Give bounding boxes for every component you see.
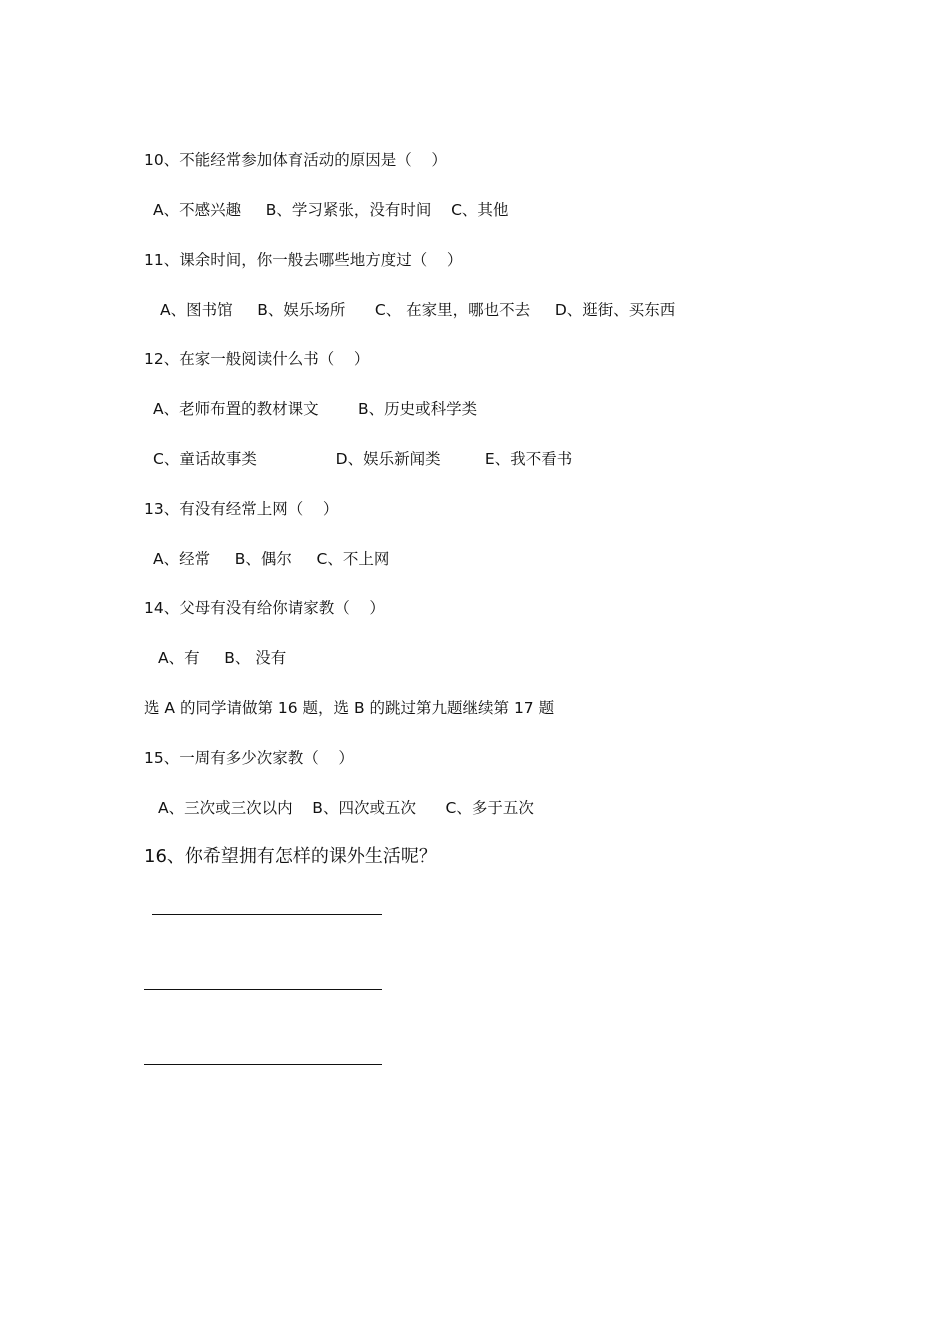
question-12-options-row-1: A、老师布置的教材课文 B、历史或科学类: [153, 400, 478, 418]
question-15-prompt: 15、一周有多少次家教（ ）: [144, 749, 354, 767]
answer-blank-line-3: [144, 1064, 382, 1065]
question-11-options: A、图书馆 B、娱乐场所 C、 在家里，哪也不去 D、逛街、买东西: [160, 301, 676, 319]
question-16-prompt: 16、你希望拥有怎样的课外生活呢？: [144, 846, 437, 867]
question-12-options-row-2: C、童话故事类 D、娱乐新闻类 E、我不看书: [153, 450, 573, 468]
question-11-prompt: 11、课余时间，你一般去哪些地方度过（ ）: [144, 251, 463, 269]
question-15-options: A、三次或三次以内 B、四次或五次 C、多于五次: [158, 799, 534, 817]
question-12-prompt: 12、在家一般阅读什么书（ ）: [144, 350, 370, 368]
question-13-prompt: 13、有没有经常上网（ ）: [144, 500, 339, 518]
question-14-options: A、有 B、 没有: [158, 649, 287, 667]
question-14-prompt: 14、父母有没有给你请家教（ ）: [144, 599, 385, 617]
skip-instruction-note: 选 A 的同学请做第 16 题，选 B 的跳过第九题继续第 17 题: [144, 699, 555, 717]
question-10-prompt: 10、不能经常参加体育活动的原因是（ ）: [144, 151, 447, 169]
answer-blank-line-1: [152, 914, 382, 915]
question-13-options: A、经常 B、偶尔 C、不上网: [153, 550, 390, 568]
question-10-options: A、不感兴趣 B、学习紧张，没有时间 C、其他: [153, 201, 509, 219]
answer-blank-line-2: [144, 989, 382, 990]
